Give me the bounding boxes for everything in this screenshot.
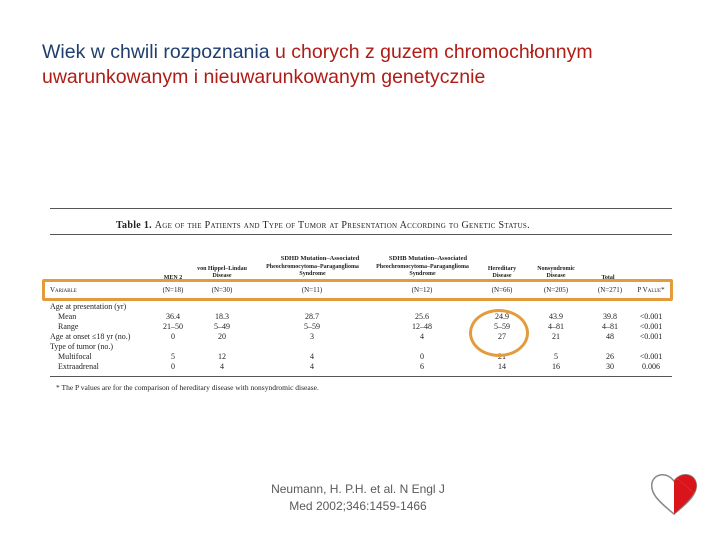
table-caption-label: Table 1. bbox=[116, 220, 152, 231]
group-header-sdhd: SDHD Mutation–Associated bbox=[280, 255, 360, 262]
table-cell: 25.6 bbox=[415, 312, 429, 321]
table-cell: 5 bbox=[554, 352, 558, 361]
table-cell: 3 bbox=[310, 332, 314, 341]
table-cell: 26 bbox=[606, 352, 614, 361]
column-n: (N=271) bbox=[597, 286, 623, 294]
row-label: Age at onset ≤18 yr (no.) bbox=[50, 332, 131, 341]
table-cell: 30 bbox=[606, 362, 614, 371]
row-label: Type of tumor (no.) bbox=[50, 342, 113, 351]
table-cell: 48 bbox=[606, 332, 614, 341]
table-cell: 21 bbox=[552, 332, 560, 341]
table-caption-text: Age of the Patients and Type of Tumor at Presentation According to Genetic Status. bbox=[154, 220, 530, 231]
citation bbox=[250, 481, 466, 515]
table-cell: 4–81 bbox=[548, 322, 564, 331]
table-cell: 6 bbox=[420, 362, 424, 371]
column-n: (N=11) bbox=[301, 286, 323, 294]
table-cell: 4–81 bbox=[602, 322, 618, 331]
slide-title-part2: u chorych z guzem chromochłonnym uwarunkowanym i nieuwarunkowanym genetycznie bbox=[42, 41, 593, 88]
table-cell: 14 bbox=[498, 362, 506, 371]
table-cell: 4 bbox=[310, 352, 314, 361]
table-cell: 12–48 bbox=[412, 322, 432, 331]
table-cell: 4 bbox=[420, 332, 424, 341]
column-header: Hereditary Disease bbox=[487, 266, 517, 279]
citation-line2: Med 2002;346:1459-1466 bbox=[289, 499, 427, 513]
row-label: Multifocal bbox=[58, 352, 92, 361]
table-cell: 12 bbox=[218, 352, 226, 361]
table-cell: 5–59 bbox=[494, 322, 510, 331]
table-cell: 24.9 bbox=[495, 312, 509, 321]
table-cell: 36.4 bbox=[166, 312, 180, 321]
group-header-sdhb: SDHB Mutation–Associated bbox=[388, 255, 468, 262]
table-cell: <0.001 bbox=[639, 322, 663, 331]
table-caption-rule bbox=[50, 234, 672, 235]
column-header: Nonsyndromic Disease bbox=[537, 266, 575, 279]
table-cell: 0.006 bbox=[642, 362, 660, 371]
column-n: (N=205) bbox=[543, 286, 569, 294]
table-cell: 4 bbox=[310, 362, 314, 371]
table-cell: 21 bbox=[498, 352, 506, 361]
table-cell: 28.7 bbox=[305, 312, 319, 321]
table-image bbox=[38, 200, 672, 410]
slide-title-part1: Wiek w chwili rozpoznania bbox=[42, 41, 276, 63]
citation-line1: Neumann, H. P.H. et al. N Engl J bbox=[271, 482, 445, 496]
highlight-hereditary-age bbox=[469, 309, 529, 357]
table-cell: <0.001 bbox=[639, 352, 663, 361]
heart-logo-icon bbox=[648, 469, 700, 517]
column-header: MEN 2 bbox=[163, 275, 183, 281]
column-header: von Hippel–Lindau Disease bbox=[197, 266, 247, 279]
table-cell: 21–50 bbox=[163, 322, 183, 331]
row-label: Extraadrenal bbox=[58, 362, 99, 371]
column-n: (N=66) bbox=[491, 286, 513, 294]
slide-title bbox=[42, 40, 692, 90]
table-cell: 20 bbox=[218, 332, 226, 341]
highlight-header-row bbox=[42, 279, 673, 301]
table-cell: 0 bbox=[171, 362, 175, 371]
table-cell: 18.3 bbox=[215, 312, 229, 321]
table-caption bbox=[116, 220, 530, 231]
table-cell: 4 bbox=[220, 362, 224, 371]
column-header: Total bbox=[601, 275, 615, 281]
table-cell: 43.9 bbox=[549, 312, 563, 321]
row-label: Mean bbox=[58, 312, 77, 321]
table-cell: 0 bbox=[420, 352, 424, 361]
column-header: Pheochromocytoma–Paraganglioma Syndrome bbox=[266, 264, 359, 277]
table-cell: 16 bbox=[552, 362, 560, 371]
column-n: (N=30) bbox=[211, 286, 233, 294]
table-cell: 27 bbox=[498, 332, 506, 341]
column-n: P Value* bbox=[637, 286, 665, 294]
variable-header: Variable bbox=[50, 286, 77, 294]
column-n: (N=18) bbox=[162, 286, 184, 294]
table-cell: 5–49 bbox=[214, 322, 230, 331]
row-label: Range bbox=[58, 322, 79, 331]
table-bottom-rule bbox=[50, 376, 672, 377]
table-footnote: * The P values are for the comparison of hereditary disease with nonsyndromic disease. bbox=[56, 383, 319, 392]
table-cell: <0.001 bbox=[639, 332, 663, 341]
row-label: Age at presentation (yr) bbox=[50, 302, 127, 311]
column-n: (N=12) bbox=[411, 286, 433, 294]
table-cell: 5–59 bbox=[304, 322, 320, 331]
column-header: Pheochromocytoma–Paraganglioma Syndrome bbox=[376, 264, 469, 277]
table-cell: 39.8 bbox=[603, 312, 617, 321]
table-cell: 5 bbox=[171, 352, 175, 361]
table-top-rule bbox=[50, 208, 672, 209]
table-cell: 0 bbox=[171, 332, 175, 341]
table-cell: <0.001 bbox=[639, 312, 663, 321]
